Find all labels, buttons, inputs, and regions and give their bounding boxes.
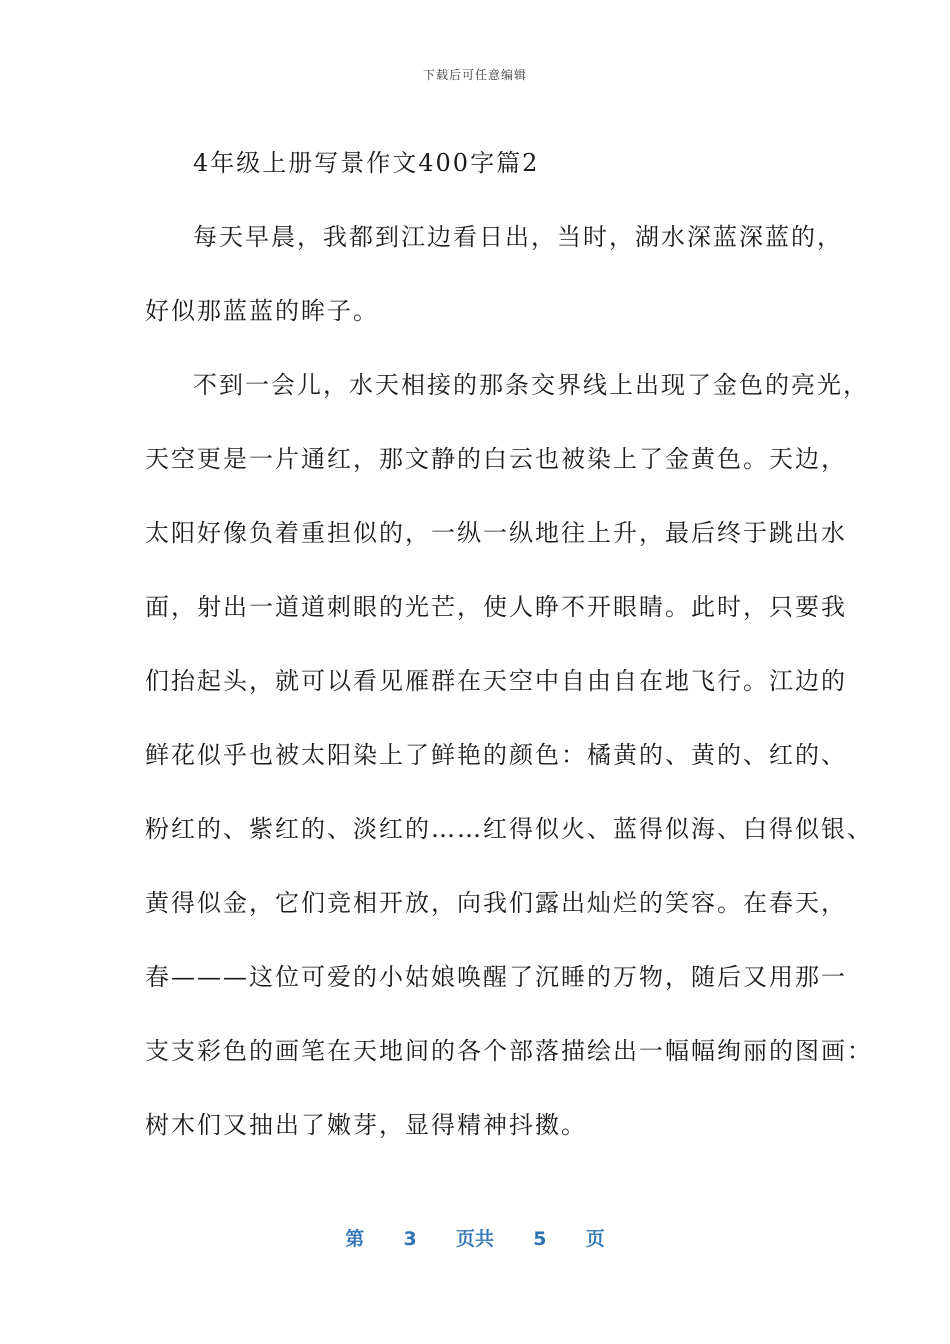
paragraph-2-line-3: 太阳好像负着重担似的，一纵一纵地往上升，最后终于跳出水 bbox=[145, 519, 847, 547]
paragraph-2-line-11: 树木们又抽出了嫩芽，显得精神抖擞。 bbox=[145, 1111, 587, 1139]
footer-total-pages: 5 bbox=[533, 1228, 547, 1250]
paragraph-1-line-1: 每天早晨，我都到江边看日出，当时，湖水深蓝深蓝的， bbox=[193, 223, 843, 251]
paragraph-2-line-4: 面，射出一道道刺眼的光芒，使人睁不开眼睛。此时，只要我 bbox=[145, 593, 847, 621]
paragraph-1-line-2: 好似那蓝蓝的眸子。 bbox=[145, 297, 379, 325]
paragraph-2-line-1: 不到一会儿，水天相接的那条交界线上出现了金色的亮光， bbox=[193, 371, 869, 399]
footer-suffix: 页 bbox=[585, 1228, 605, 1250]
footer-current-page: 3 bbox=[403, 1228, 417, 1250]
paragraph-2-line-10: 支支彩色的画笔在天地间的各个部落描绘出一幅幅绚丽的图画： bbox=[145, 1037, 873, 1065]
paragraph-2-line-8: 黄得似金，它们竞相开放，向我们露出灿烂的笑容。在春天， bbox=[145, 889, 847, 917]
paragraph-2-line-7: 粉红的、紫红的、淡红的……红得似火、蓝得似海、白得似银、 bbox=[145, 815, 873, 843]
paragraph-2-line-9: 春———这位可爱的小姑娘唤醒了沉睡的万物，随后又用那一 bbox=[145, 963, 847, 991]
footer-prefix: 第 bbox=[345, 1228, 365, 1250]
paragraph-2-line-2: 天空更是一片通红，那文静的白云也被染上了金黄色。天边， bbox=[145, 445, 847, 473]
essay-title: 4年级上册写景作文400字篇2 bbox=[193, 149, 540, 177]
page-footer bbox=[0, 1224, 950, 1251]
footer-middle: 页共 bbox=[455, 1228, 494, 1250]
page-header: 下载后可任意编辑 bbox=[422, 68, 527, 82]
document-body bbox=[145, 126, 873, 1162]
paragraph-2-line-6: 鲜花似乎也被太阳染上了鲜艳的颜色：橘黄的、黄的、红的、 bbox=[145, 741, 847, 769]
paragraph-2-line-5: 们抬起头，就可以看见雁群在天空中自由自在地飞行。江边的 bbox=[145, 667, 847, 695]
